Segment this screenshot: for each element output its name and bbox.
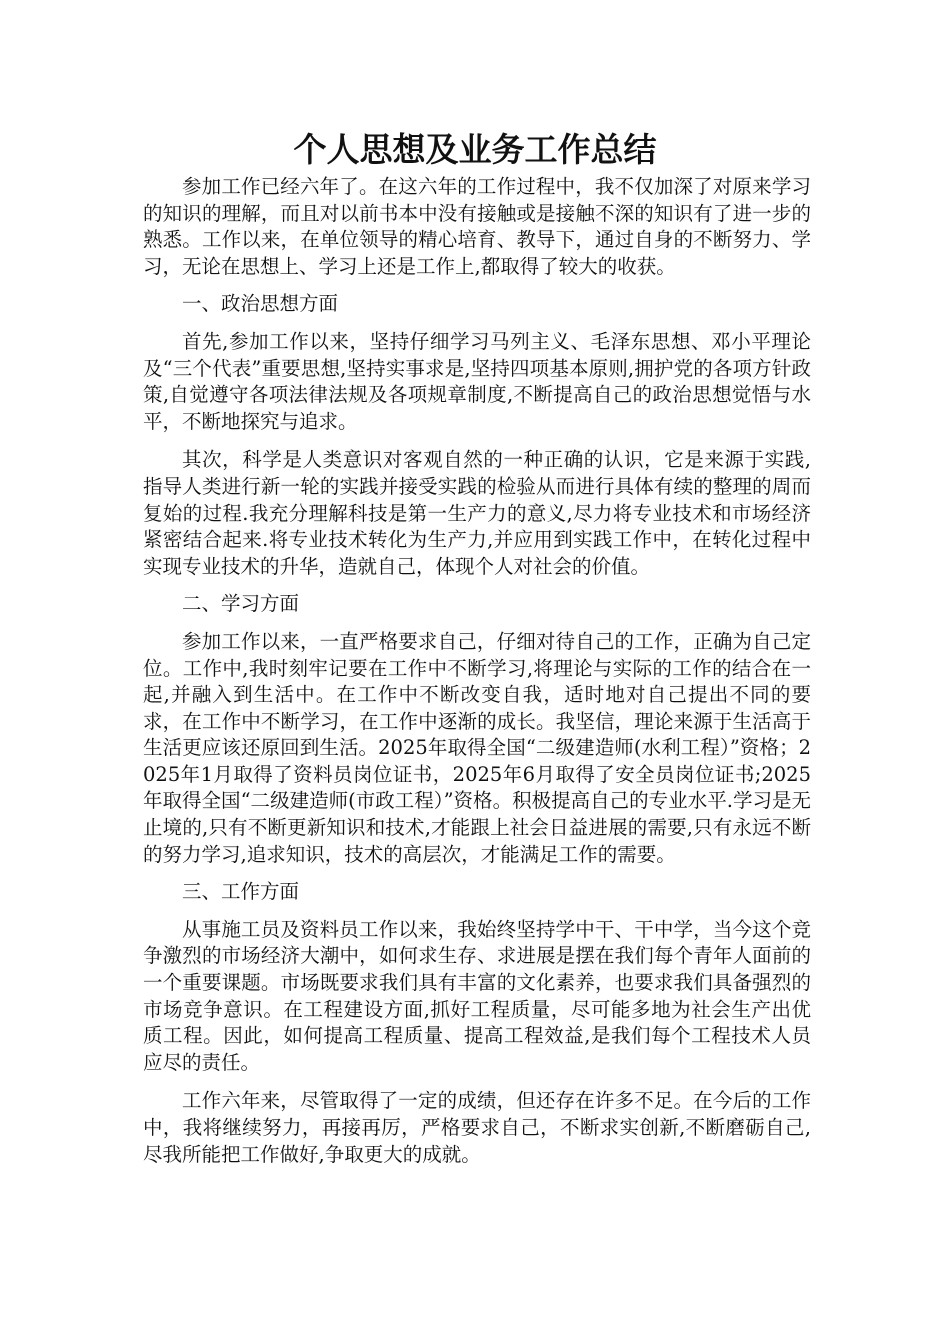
section-heading-work: 三、工作方面 <box>182 880 300 904</box>
document-body <box>143 174 811 1168</box>
paragraph-politics-1: 首先,参加工作以来，坚持仔细学习马列主义、毛泽东思想、邓小平理论及“三个代表”重要思想,坚持实事求是,坚持四项基本原则,拥护党的各项方针政策,自觉遵守各项法律法规及各项规章制度,不断提高自己的政治思想觉悟与水平，不断地探究与追求。 <box>143 329 811 433</box>
paragraph-intro: 参加工作已经六年了。在这六年的工作过程中，我不仅加深了对原来学习的知识的理解，而且对以前书本中没有接触或是接触不深的知识有了进一步的熟悉。工作以来，在单位领导的精心培育、教导下，通过自身的不断努力、学习，无论在思想上、学习上还是工作上,都取得了较大的收获。 <box>143 175 811 278</box>
paragraph-politics-2: 其次，科学是人类意识对客观自然的一种正确的认识，它是来源于实践,指导人类进行新一轮的实践并接受实践的检验从而进行具体有续的整理的周而复始的过程.我充分理解科技是第一生产力的意义,尽力将专业技术和市场经济紧密结合起来.将专业技术转化为生产力,并应用到实践工作中，在转化过程中实现专业技术的升华，造就自己，体现个人对社会的价值。 <box>143 448 811 578</box>
section-heading-study: 二、学习方面 <box>182 592 300 616</box>
document-title: 个人思想及业务工作总结 <box>293 130 657 169</box>
paragraph-study: 参加工作以来，一直严格要求自己，仔细对待自己的工作，正确为自己定位。工作中,我时刻牢记要在工作中不断学习,将理论与实际的工作的结合在一起,并融入到生活中。在工作中不断改变自我，适时地对自己提出不同的要求，在工作中不断学习，在工作中逐渐的成长。我坚信，理论来源于生活高于生活更应该还原回到生活。2025年取得全国“二级建造师(水利工程）”资格；2025年1月取得了资料员岗位证书，2025年6月取得了安全员岗位证书;2025年取得全国“二级建造师(市政工程）”资格。积极提高自己的专业水平.学习是无止境的,只有不断更新知识和技术,才能跟上社会日益进展的需要,只有永远不断的努力学习,追求知识，技术的高层次，才能满足工作的需要。 <box>143 629 811 866</box>
paragraph-conclusion: 工作六年来，尽管取得了一定的成绩，但还存在许多不足。在今后的工作中，我将继续努力，再接再厉，严格要求自己，不断求实创新,不断磨砺自己,尽我所能把工作做好,争取更大的成就。 <box>143 1089 811 1166</box>
paragraph-work: 从事施工员及资料员工作以来，我始终坚持学中干、干中学，当今这个竞争激烈的市场经济大潮中，如何求生存、求进展是摆在我们每个青年人面前的一个重要课题。市场既要求我们具有丰富的文化素养，也要求我们具备强烈的市场竞争意识。在工程建设方面,抓好工程质量，尽可能多地为社会生产出优质工程。因此，如何提高工程质量、提高工程效益,是我们每个工程技术人员应尽的责任。 <box>143 917 811 1074</box>
section-heading-politics: 一、政治思想方面 <box>182 292 339 316</box>
